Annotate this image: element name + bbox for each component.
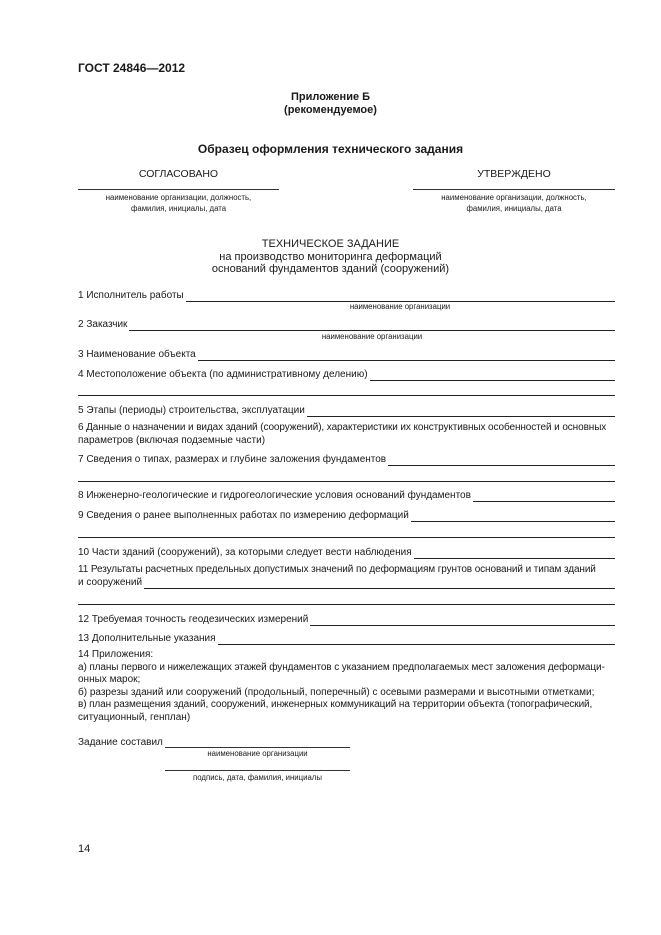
caption-line: наименование организации, должность,	[105, 193, 252, 202]
item-construction-stages	[78, 404, 615, 417]
geology-input-line[interactable]	[473, 492, 615, 502]
item-geology	[78, 489, 615, 502]
item-label: 2 Заказчик	[78, 319, 128, 330]
executor-input-line[interactable]	[186, 292, 615, 302]
approval-signature-line-right	[413, 189, 615, 190]
attachment-a-cont: онных марок;	[78, 674, 141, 685]
compiled-org-caption: наименование организации	[207, 749, 308, 758]
executor-caption: наименование организации	[349, 302, 451, 311]
item-label: 7 Сведения о типах, размерах и глубине заложения фундаментов	[78, 454, 387, 465]
item-attachments	[78, 649, 615, 724]
approved-by-label: СОГЛАСОВАНО	[138, 168, 219, 180]
item-label: 3 Наименование объекта	[78, 349, 196, 360]
task-subtitle-2: оснований фундаментов зданий (сооружений)	[211, 263, 450, 275]
task-title: ТЕХНИЧЕСКОЕ ЗАДАНИЕ	[261, 238, 400, 250]
item-calculation-results	[78, 564, 615, 589]
compiled-signature-line[interactable]	[165, 770, 350, 771]
customer-input-line[interactable]	[129, 321, 615, 331]
caption-line: фамилия, инициалы, дата	[466, 204, 562, 213]
appendix-subtitle: (рекомендуемое)	[284, 104, 377, 116]
item-text-line: 6 Данные о назначении и видах зданий (сооружений), характеристики их конструктивных особенностей и основных	[78, 422, 607, 433]
item-label: 4 Местоположение объекта (по административному делению)	[78, 369, 368, 380]
customer-caption: наименование организации	[321, 332, 423, 341]
item-building-data	[78, 422, 615, 447]
calculation-results-input-line[interactable]	[144, 579, 615, 589]
appendix-heading	[0, 91, 661, 117]
item-foundation-info	[78, 453, 615, 466]
attachment-b: б) разрезы зданий или сооружений (продольный, поперечный) с осевыми размерами и высотными отметками;	[78, 686, 595, 698]
object-location-input-line[interactable]	[370, 371, 615, 381]
compiled-signature-caption: подпись, дата, фамилия, инициалы	[193, 773, 322, 782]
standard-number: ГОСТ 24846—2012	[78, 61, 186, 75]
item-label: 14 Приложения:	[78, 649, 154, 660]
confirmed-by-label: УТВЕРЖДЕНО	[477, 168, 551, 180]
previous-works-extra-line[interactable]	[78, 537, 615, 538]
item-label: 13 Дополнительные указания	[78, 633, 216, 644]
approval-caption-right	[413, 192, 615, 214]
additional-notes-input-line[interactable]	[218, 635, 615, 645]
approval-signature-line-left	[78, 189, 279, 190]
item-label: 12 Требуемая точность геодезических измерений	[78, 614, 309, 625]
item-text-line-with-field	[78, 577, 615, 590]
item-executor	[78, 289, 615, 302]
approval-caption-left	[78, 192, 279, 214]
item-label: 1 Исполнитель работы	[78, 290, 184, 301]
item-text-line: и сооружений	[78, 576, 143, 588]
foundation-info-input-line[interactable]	[388, 456, 615, 466]
attachment-c-cont: ситуационный, генплан)	[78, 711, 191, 723]
item-label: 8 Инженерно-геологические и гидрогеологические условия оснований фундаментов	[78, 490, 471, 501]
item-additional-notes	[78, 632, 615, 645]
page-number: 14	[78, 843, 91, 855]
calculation-results-extra-line[interactable]	[78, 604, 615, 605]
caption-line: наименование организации, должность,	[441, 193, 587, 202]
item-accuracy	[78, 613, 615, 626]
item-previous-works	[78, 509, 615, 522]
attachment-c: в) план размещения зданий, сооружений, инженерных коммуникаций на территории объекта (топографический,	[78, 699, 593, 710]
attachment-a: а) планы первого и нижележащих этажей фундаментов с указанием предполагаемых мест заложения деформаци-	[78, 661, 605, 673]
construction-stages-input-line[interactable]	[307, 407, 615, 417]
item-label: 5 Этапы (периоды) строительства, эксплуатации	[78, 405, 305, 416]
caption-line: фамилия, инициалы, дата	[130, 204, 227, 213]
task-heading	[0, 238, 661, 276]
item-object-location	[78, 368, 615, 381]
item-observed-parts	[78, 546, 615, 559]
item-label: 9 Сведения о ранее выполненных работах по измерению деформаций	[78, 510, 409, 521]
foundation-info-extra-line[interactable]	[78, 481, 615, 482]
item-customer	[78, 318, 615, 331]
item-text-line: 11 Результаты расчетных предельных допустимых значений по деформациям грунтов оснований и типам зданий	[78, 564, 596, 575]
item-object-name	[78, 348, 615, 361]
document-title: Образец оформления технического задания	[197, 142, 464, 156]
task-subtitle-1: на производство мониторинга деформаций	[219, 250, 442, 263]
previous-works-input-line[interactable]	[411, 512, 615, 522]
appendix-title: Приложение Б	[290, 91, 371, 103]
compiled-by-label: Задание составил	[78, 737, 163, 748]
observed-parts-input-line[interactable]	[414, 549, 615, 559]
object-location-extra-line[interactable]	[78, 395, 615, 396]
item-label: 10 Части зданий (сооружений), за которыми следует вести наблюдения	[78, 547, 412, 558]
object-name-input-line[interactable]	[198, 351, 615, 361]
compiled-org-line[interactable]	[165, 747, 350, 748]
accuracy-input-line[interactable]	[310, 616, 615, 626]
item-text-line: параметров (включая подземные части)	[78, 434, 266, 446]
